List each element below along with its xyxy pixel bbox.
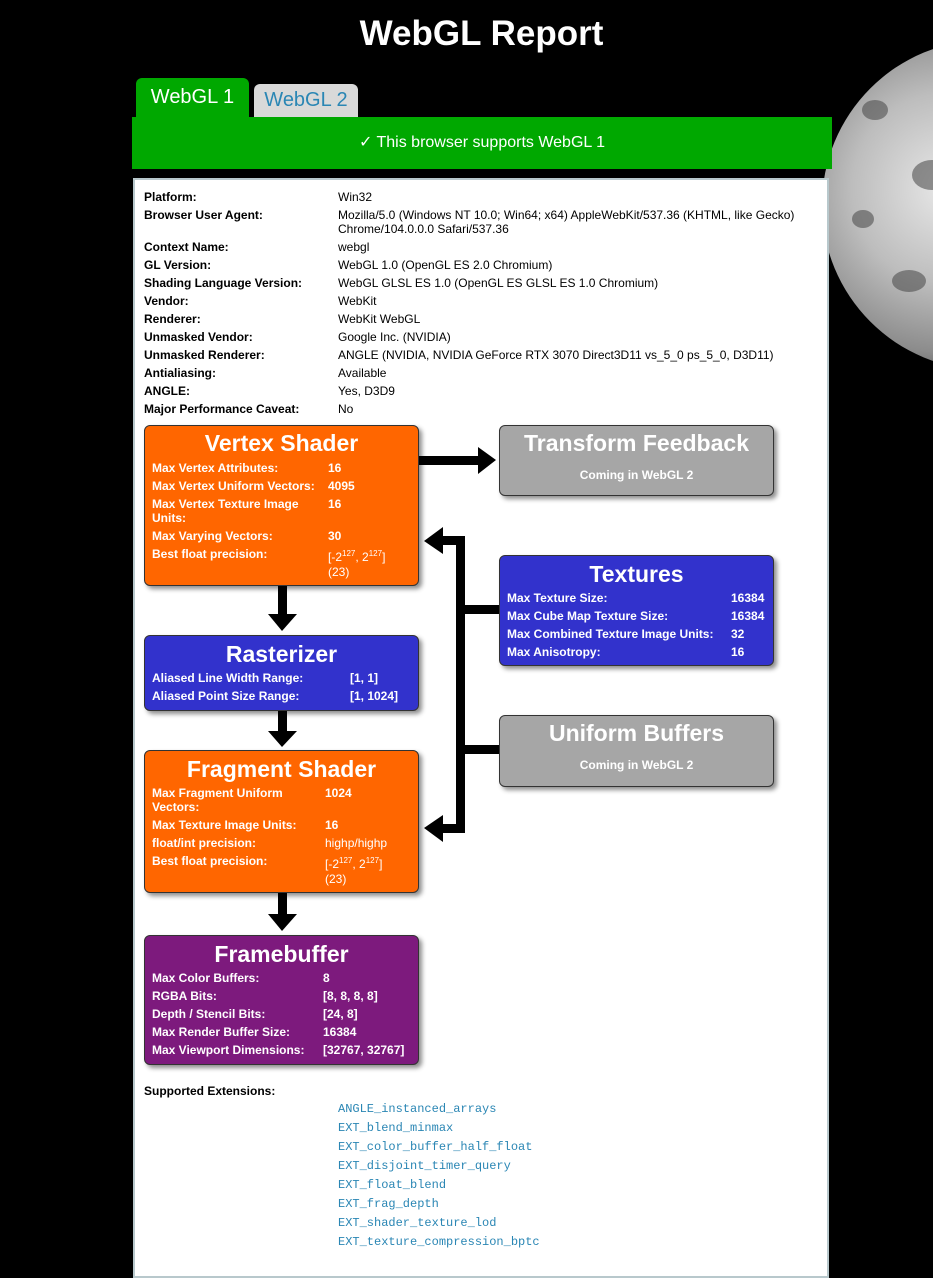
info-value-platform: Win32	[338, 190, 373, 204]
info-value-unmasked-renderer: ANGLE (NVIDIA, NVIDIA GeForce RTX 3070 Direct3D11 vs_5_0 ps_5_0, D3D11)	[338, 348, 774, 362]
framebuffer-title: Framebuffer	[214, 941, 349, 967]
fragment-texture-units-label: Max Texture Image Units:	[152, 818, 297, 832]
fragment-float-precision-value	[325, 854, 382, 871]
vertex-attributes-label: Max Vertex Attributes:	[152, 461, 279, 475]
info-label-gl-version: GL Version:	[144, 258, 212, 272]
depth-stencil-bits-label: Depth / Stencil Bits:	[152, 1007, 266, 1021]
extension-link[interactable]: EXT_shader_texture_lod	[338, 1216, 497, 1230]
info-label-shading-language: Shading Language Version:	[144, 276, 303, 290]
info-label-performance-caveat: Major Performance Caveat:	[144, 402, 300, 416]
fragment-shader-box	[144, 750, 419, 893]
arrow-head-framebuffer	[268, 914, 297, 931]
info-value-shading-language: WebGL GLSL ES 1.0 (OpenGL ES GLSL ES 1.0 Chromium)	[338, 276, 659, 290]
arrow-head-vertex-input	[424, 527, 443, 554]
info-value-unmasked-vendor: Google Inc. (NVIDIA)	[338, 330, 451, 344]
vertex-shader-title: Vertex Shader	[204, 430, 359, 456]
precision-exponent: 127	[339, 856, 353, 865]
info-value-vendor: WebKit	[338, 294, 377, 308]
transform-feedback-box	[499, 425, 774, 496]
extension-link[interactable]: EXT_disjoint_timer_query	[338, 1159, 511, 1173]
info-value-angle: Yes, D3D9	[338, 384, 395, 398]
line-width-range-label: Aliased Line Width Range:	[152, 671, 304, 685]
vertex-uniform-vectors-label: Max Vertex Uniform Vectors:	[152, 479, 315, 493]
fragment-float-precision-bits: (23)	[325, 872, 347, 886]
extension-link[interactable]: EXT_float_blend	[338, 1178, 447, 1192]
info-label-renderer: Renderer:	[144, 312, 201, 326]
info-value-antialiasing: Available	[338, 366, 387, 380]
uniform-to-bus-line	[456, 745, 500, 754]
float-int-precision-value: highp/highp	[325, 836, 388, 850]
depth-stencil-bits-value: [24, 8]	[323, 1007, 358, 1021]
max-cube-map-size-label: Max Cube Map Texture Size:	[507, 609, 669, 623]
precision-range-start: [-2	[328, 550, 343, 564]
info-value-user-agent-cont: Chrome/104.0.0.0 Safari/537.36	[338, 222, 509, 236]
precision-range-start: [-2	[325, 857, 340, 871]
info-label-platform: Platform:	[144, 190, 197, 204]
fragment-uniform-vectors-label: Max Fragment Uniform	[152, 786, 283, 800]
tab-webgl-2[interactable]: WebGL 2	[254, 84, 358, 118]
max-anisotropy-label: Max Anisotropy:	[507, 645, 601, 659]
max-color-buffers-value: 8	[323, 971, 330, 985]
vertex-texture-units-label-cont: Units:	[152, 511, 186, 525]
fragment-uniform-vectors-value: 1024	[325, 786, 352, 800]
tab-webgl-1[interactable]: WebGL 1	[136, 78, 249, 118]
info-label-vendor: Vendor:	[144, 294, 189, 308]
uniform-buffers-box	[499, 715, 774, 787]
extension-link[interactable]: ANGLE_instanced_arrays	[338, 1102, 497, 1116]
extension-link[interactable]: EXT_color_buffer_half_float	[338, 1140, 533, 1154]
info-label-antialiasing: Antialiasing:	[144, 366, 217, 380]
max-cube-map-size-value: 16384	[731, 609, 765, 623]
precision-exponent: 127	[368, 549, 383, 558]
arrow-fragment-to-framebuffer	[278, 892, 287, 917]
info-value-renderer: WebKit WebGL	[338, 312, 421, 326]
uniform-buffers-note: Coming in WebGL 2	[579, 758, 694, 772]
max-texture-size-value: 16384	[731, 591, 765, 605]
vertex-texture-units-label: Max Vertex Texture Image	[152, 497, 299, 511]
textures-title: Textures	[589, 561, 684, 587]
rasterizer-title: Rasterizer	[225, 641, 338, 667]
max-color-buffers-label: Max Color Buffers:	[152, 971, 260, 985]
resource-bus-line	[456, 536, 465, 833]
info-value-user-agent: Mozilla/5.0 (Windows NT 10.0; Win64; x64) AppleWebKit/537.36 (KHTML, like Gecko)	[338, 208, 795, 222]
info-value-performance-caveat: No	[338, 402, 354, 416]
transform-feedback-note: Coming in WebGL 2	[579, 468, 694, 482]
info-label-user-agent: Browser User Agent:	[144, 208, 263, 222]
arrow-head-fragment-input	[424, 815, 443, 842]
vertex-varying-vectors-label: Max Varying Vectors:	[152, 529, 273, 543]
max-viewport-value: [32767, 32767]	[323, 1043, 405, 1057]
info-value-context-name: webgl	[338, 240, 370, 254]
vertex-float-precision-value	[328, 547, 385, 564]
rgba-bits-value: [8, 8, 8, 8]	[323, 989, 378, 1003]
page-title: WebGL Report	[359, 14, 604, 53]
vertex-varying-vectors-value: 30	[328, 529, 342, 543]
fragment-uniform-vectors-label-cont: Vectors:	[152, 800, 200, 814]
info-label-angle: ANGLE:	[144, 384, 190, 398]
bus-to-vertex-line	[440, 536, 465, 545]
max-texture-size-label: Max Texture Size:	[507, 591, 608, 605]
vertex-texture-units-value: 16	[328, 497, 342, 511]
line-width-range-value: [1, 1]	[350, 671, 379, 685]
arrow-to-transform-feedback	[418, 456, 480, 465]
extension-link[interactable]: EXT_texture_compression_bptc	[338, 1235, 540, 1249]
extension-link[interactable]: EXT_frag_depth	[338, 1197, 439, 1211]
precision-exponent: 127	[342, 549, 356, 558]
vertex-uniform-vectors-value: 4095	[328, 479, 355, 493]
precision-exponent: 127	[365, 856, 380, 865]
uniform-buffers-title: Uniform Buffers	[548, 720, 725, 746]
textures-to-bus-line	[456, 605, 500, 614]
vertex-shader-box	[144, 425, 419, 586]
framebuffer-box	[144, 935, 419, 1065]
transform-feedback-title: Transform Feedback	[524, 430, 749, 456]
vertex-float-precision-label: Best float precision:	[152, 547, 268, 561]
precision-range-sep: , 2	[352, 857, 366, 871]
fragment-float-precision-label: Best float precision:	[152, 854, 268, 868]
precision-range-end: ]	[379, 857, 383, 871]
max-render-buffer-label: Max Render Buffer Size:	[152, 1025, 291, 1039]
max-render-buffer-value: 16384	[323, 1025, 357, 1039]
extension-link[interactable]: EXT_blend_minmax	[338, 1121, 454, 1135]
arrow-vertex-to-rasterizer	[278, 585, 287, 617]
precision-range-sep: , 2	[355, 550, 369, 564]
max-combined-units-label: Max Combined Texture Image Units:	[507, 627, 714, 641]
arrow-head-fragment	[268, 731, 297, 747]
arrow-head-rasterizer	[268, 614, 297, 631]
vertex-float-precision-bits: (23)	[328, 565, 350, 579]
fragment-texture-units-value: 16	[325, 818, 339, 832]
point-size-range-label: Aliased Point Size Range:	[152, 689, 300, 703]
rgba-bits-label: RGBA Bits:	[152, 989, 217, 1003]
float-int-precision-label: float/int precision:	[152, 836, 257, 850]
fragment-shader-title: Fragment Shader	[186, 756, 377, 782]
supported-extensions-heading: Supported Extensions:	[144, 1084, 276, 1098]
max-combined-units-value: 32	[731, 627, 745, 641]
point-size-range-value: [1, 1024]	[350, 689, 399, 703]
arrow-head-transform-feedback	[478, 447, 496, 474]
max-viewport-label: Max Viewport Dimensions:	[152, 1043, 305, 1057]
support-banner: ✓ This browser supports WebGL 1	[132, 117, 832, 169]
info-label-unmasked-renderer: Unmasked Renderer:	[144, 348, 265, 362]
info-label-context-name: Context Name:	[144, 240, 229, 254]
vertex-attributes-value: 16	[328, 461, 342, 475]
precision-range-end: ]	[382, 550, 386, 564]
info-label-unmasked-vendor: Unmasked Vendor:	[144, 330, 253, 344]
rasterizer-box	[144, 635, 419, 711]
info-value-gl-version: WebGL 1.0 (OpenGL ES 2.0 Chromium)	[338, 258, 553, 272]
max-anisotropy-value: 16	[731, 645, 745, 659]
bus-to-fragment-line	[440, 824, 465, 833]
textures-box	[499, 555, 774, 666]
